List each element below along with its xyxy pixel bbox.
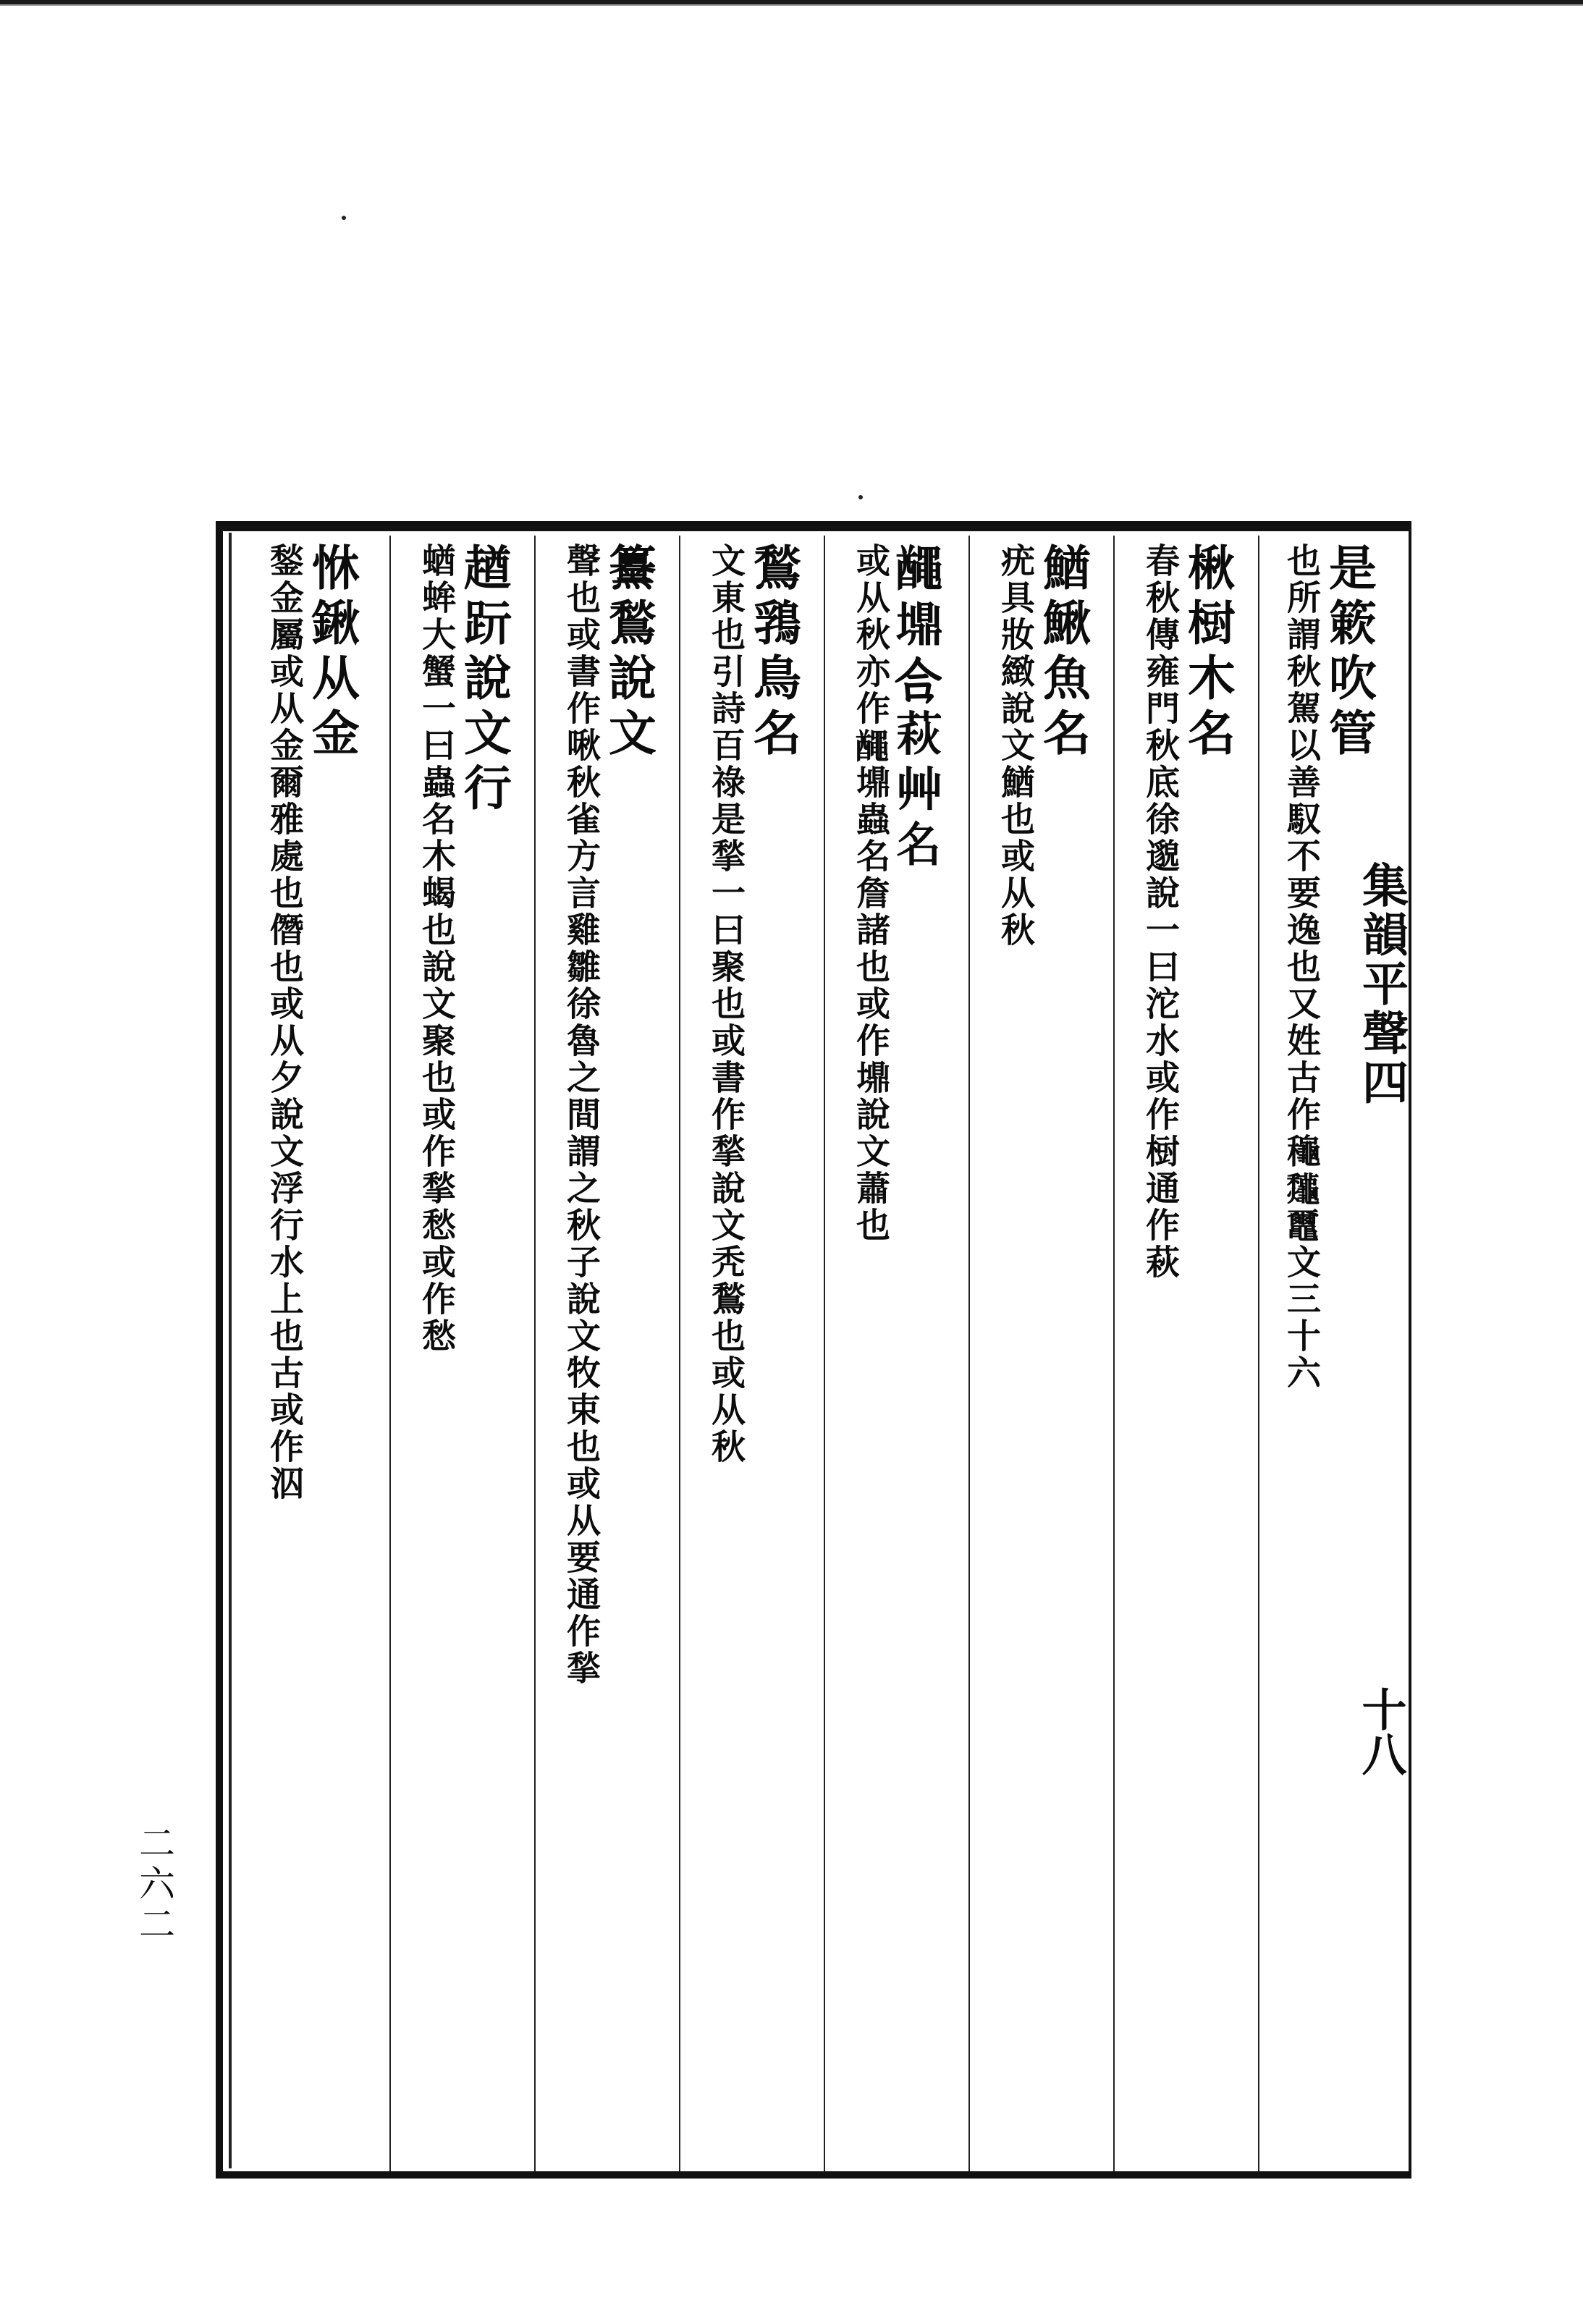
gloss-text: 也所謂秋駕以善馭不要逸也又姓古作龝𪛁𪓿文三十六 [1281, 543, 1322, 1392]
column-rule [534, 536, 536, 2171]
headword-text: 楸𣗳木名 [1179, 543, 1236, 763]
headword-text: 鰌鰍魚名 [1034, 543, 1092, 763]
column-rule [1258, 536, 1259, 2171]
gloss-text: 鍫金屬或从金爾雅處也僭也或从夕說文浮行水上也古或作泅 [264, 543, 305, 1503]
folio-number: 十八 [1354, 1686, 1407, 1776]
headword-text: 趥䟚說文行 [455, 543, 512, 818]
frame-inner-rule [229, 533, 232, 2168]
column-rule [824, 536, 825, 2171]
headword-text: 鶖䳕鳥名 [745, 543, 802, 763]
gloss-text: 聲也或書作啾秋雀方言雞雛徐魯之間謂之秋子說文牧束也或从要通作揫 [561, 543, 601, 1687]
column-rule [679, 536, 680, 2171]
column-rule [389, 536, 391, 2171]
column-rule [1113, 536, 1115, 2171]
headword-text: 是簌吹管 [1320, 543, 1377, 763]
text-column [698, 543, 807, 2164]
gloss-text: 文東也引詩百祿是揫一曰聚也或書作揫說文秃鶖也或从秋 [706, 543, 746, 1466]
column-rule [968, 536, 970, 2171]
headword-text: 䵵鶖說文 [600, 543, 657, 763]
scan-top-edge-shadow [0, 4, 1583, 6]
text-column [988, 543, 1097, 2164]
scan-speck [858, 495, 863, 499]
text-column [1133, 543, 1241, 2164]
headword-text: 恘鍬从金 [303, 543, 360, 763]
gloss-text: 蝤蛑大蟹一曰蟲名木蝎也說文聚也或作揫愁或作愁 [416, 543, 457, 1355]
text-column [554, 543, 662, 2164]
text-column [409, 543, 518, 2164]
page-number: 二六二 [133, 1824, 175, 1945]
running-header: 集韻平聲四 [1354, 861, 1409, 1107]
headword-text: 𪓰䵺𪛗萩艸名 [890, 543, 947, 873]
gloss-text: 春秋傳雍門秋底徐邈說一曰沱水或作𣗳通作萩 [1140, 543, 1181, 1281]
scan-speck [342, 216, 346, 220]
text-column [843, 543, 952, 2164]
text-column [257, 543, 366, 2164]
gloss-text: 疣具妝緻說文鰌也或从秋 [995, 543, 1036, 949]
text-column [1274, 543, 1383, 2164]
gloss-text: 或从秋亦作𪓰䵺蟲名詹諸也或作䵺說文蕭也 [850, 543, 891, 1244]
